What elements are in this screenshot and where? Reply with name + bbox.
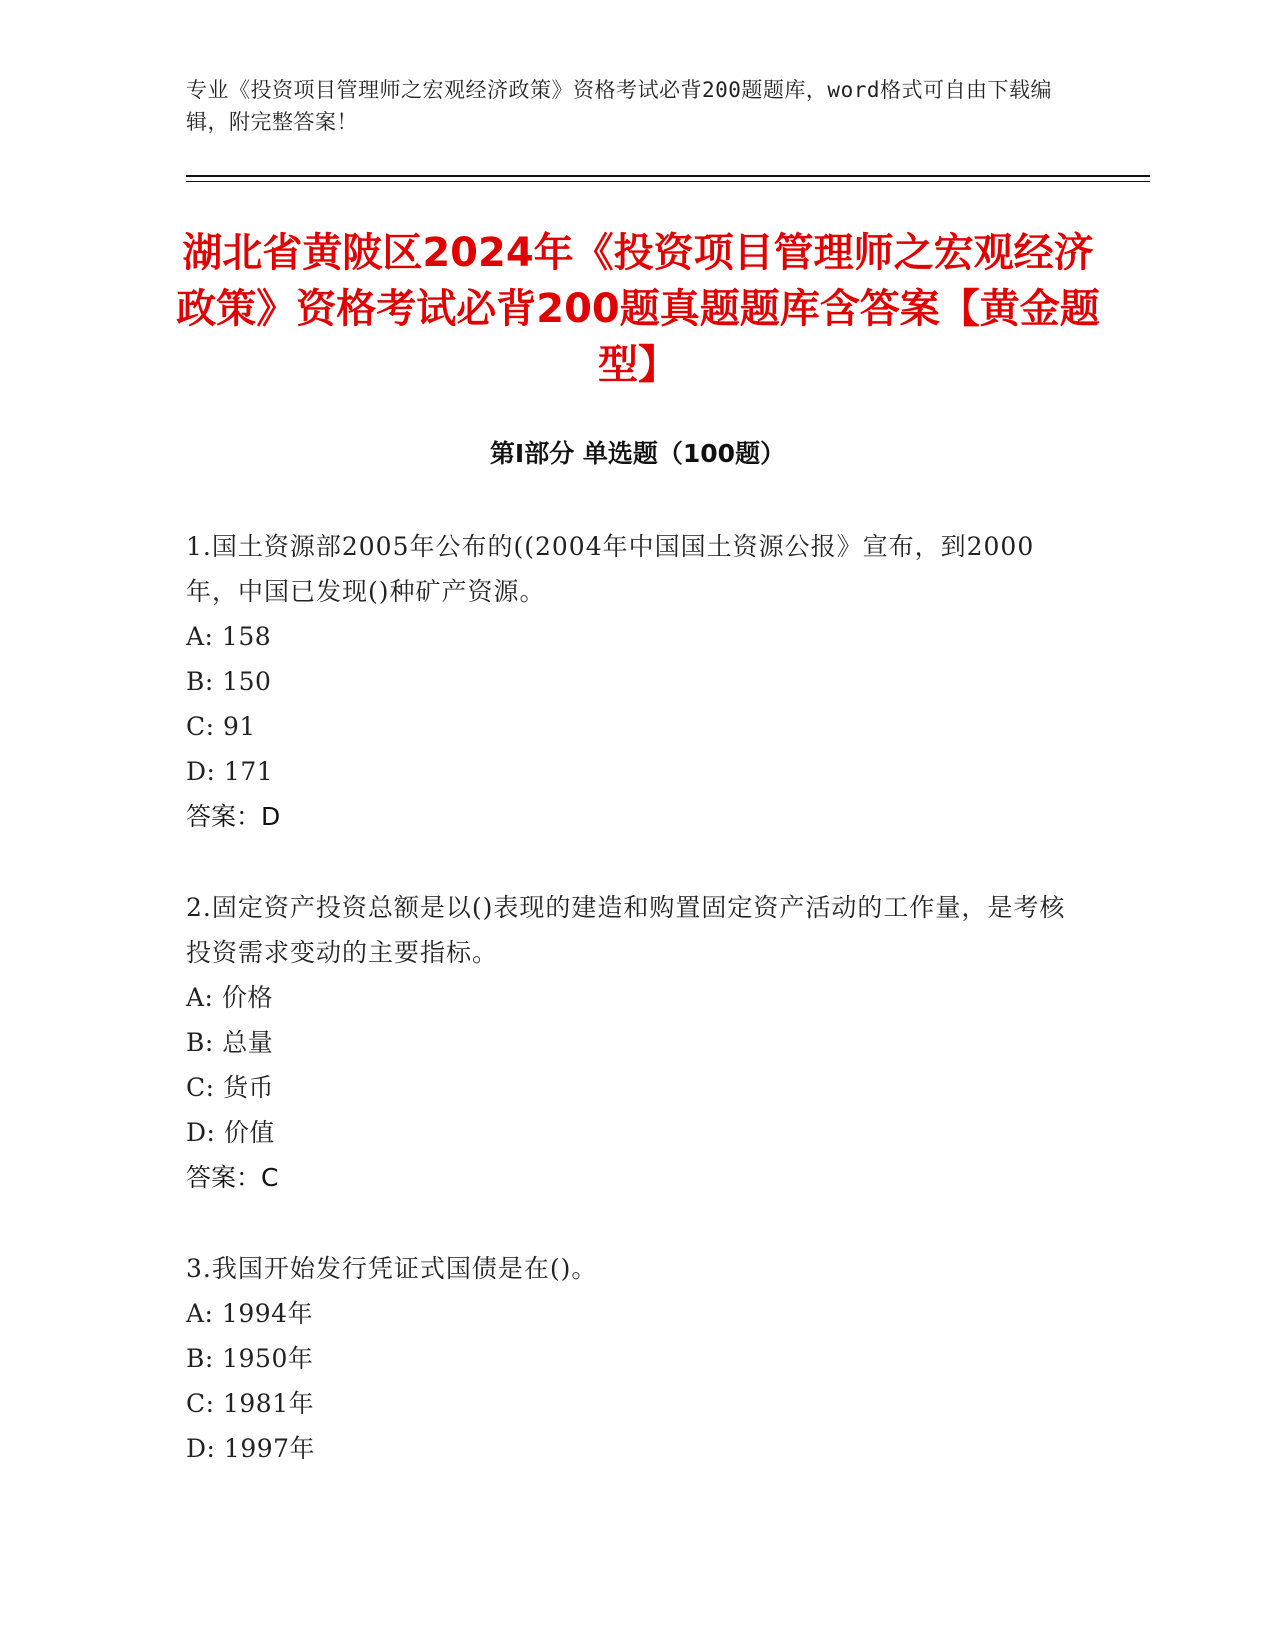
option-d: D: 171 — [186, 757, 274, 786]
question-1 — [186, 524, 1076, 839]
question-2 — [186, 885, 1076, 1200]
option-a: A: 1994年 — [186, 1299, 314, 1328]
option-b: B: 150 — [186, 667, 272, 696]
option-c: C: 货币 — [186, 1073, 274, 1102]
option-b: B: 1950年 — [186, 1344, 314, 1373]
option-a: A: 价格 — [186, 983, 273, 1012]
question-3 — [186, 1246, 1076, 1471]
option-d: D: 价值 — [186, 1118, 275, 1147]
header-note: 专业《投资项目管理师之宏观经济政策》资格考试必背200题题库，word格式可自由下载编辑，附完整答案！ — [186, 78, 1052, 134]
option-d: D: 1997年 — [186, 1434, 316, 1463]
answer: 答案：C — [186, 1163, 279, 1192]
answer: 答案：D — [186, 802, 281, 831]
header-divider-thick — [186, 175, 1150, 177]
option-a: A: 158 — [186, 622, 272, 651]
section-title: 第I部分 单选题（100题） — [489, 439, 786, 468]
header-divider-thin — [186, 181, 1150, 182]
option-b: B: 总量 — [186, 1028, 274, 1057]
option-c: C: 91 — [186, 712, 256, 741]
question-stem: 3.我国开始发行凭证式国债是在()。 — [186, 1254, 598, 1283]
question-stem: 2.固定资产投资总额是以()表现的建造和购置固定资产活动的工作量，是考核投资需求变动的主要指标。 — [186, 893, 1066, 967]
question-stem: 1.国土资源部2005年公布的((2004年中国国土资源公报》宣布，到2000年，中国已发现()种矿产资源。 — [186, 532, 1035, 606]
document-title: 湖北省黄陂区2024年《投资项目管理师之宏观经济政策》资格考试必背200题真题题库含答案【黄金题型】 — [176, 230, 1100, 388]
option-c: C: 1981年 — [186, 1389, 315, 1418]
